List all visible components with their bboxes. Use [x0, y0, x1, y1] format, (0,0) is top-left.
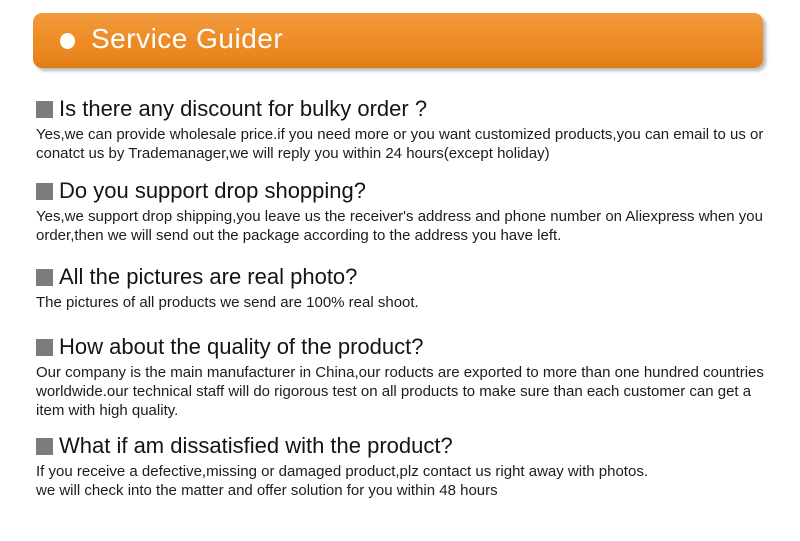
answer-line: worldwide.our technical staff will do rigorous test on all products to make sure than each customer can get a — [36, 383, 752, 400]
square-bullet-icon — [36, 183, 53, 200]
square-bullet-icon — [36, 438, 53, 455]
question-text: All the pictures are real photo? — [59, 264, 358, 289]
answer-line: Yes,we can provide wholesale price.if you need more or you want customized products,you can email to us or — [36, 126, 764, 143]
question-heading — [36, 97, 780, 121]
answer-text — [36, 293, 780, 312]
answer-line: item with high quality. — [36, 402, 179, 419]
question-text: Do you support drop shopping? — [59, 178, 366, 203]
question-heading — [36, 434, 780, 458]
answer-text — [36, 207, 780, 245]
answer-line: we will check into the matter and offer solution for you within 48 hours — [36, 482, 498, 499]
faq-section-bulk-discount — [36, 97, 780, 163]
answer-line: Our company is the main manufacturer in China,our roducts are exported to more than one hundred countries — [36, 364, 764, 381]
answer-text — [36, 363, 780, 420]
question-text: What if am dissatisfied with the product? — [59, 433, 453, 458]
faq-section-dissatisfied — [36, 434, 780, 500]
faq-section-real-photos — [36, 265, 780, 312]
answer-line: If you receive a defective,missing or damaged product,plz contact us right away with photos. — [36, 463, 648, 480]
answer-line: Yes,we support drop shipping,you leave us the receiver's address and phone number on Aliexpress when you — [36, 208, 763, 225]
circle-bullet-icon — [60, 33, 75, 49]
question-heading — [36, 179, 780, 203]
square-bullet-icon — [36, 339, 53, 356]
answer-text — [36, 462, 780, 500]
question-heading — [36, 335, 780, 359]
question-text: How about the quality of the product? — [59, 334, 424, 359]
answer-line: The pictures of all products we send are 100% real shoot. — [36, 294, 419, 311]
question-heading — [36, 265, 780, 289]
square-bullet-icon — [36, 101, 53, 118]
faq-section-product-quality — [36, 335, 780, 420]
answer-line: conatct us by Trademanager,we will reply you within 24 hours(except holiday) — [36, 145, 550, 162]
answer-line: order,then we will send out the package according to the address you have left. — [36, 227, 562, 244]
faq-content — [0, 97, 800, 500]
question-text: Is there any discount for bulky order ? — [59, 96, 428, 121]
service-guider-banner — [33, 13, 763, 68]
answer-text — [36, 125, 780, 163]
square-bullet-icon — [36, 269, 53, 286]
faq-section-drop-shipping — [36, 179, 780, 245]
banner-title: Service Guider — [91, 23, 284, 54]
